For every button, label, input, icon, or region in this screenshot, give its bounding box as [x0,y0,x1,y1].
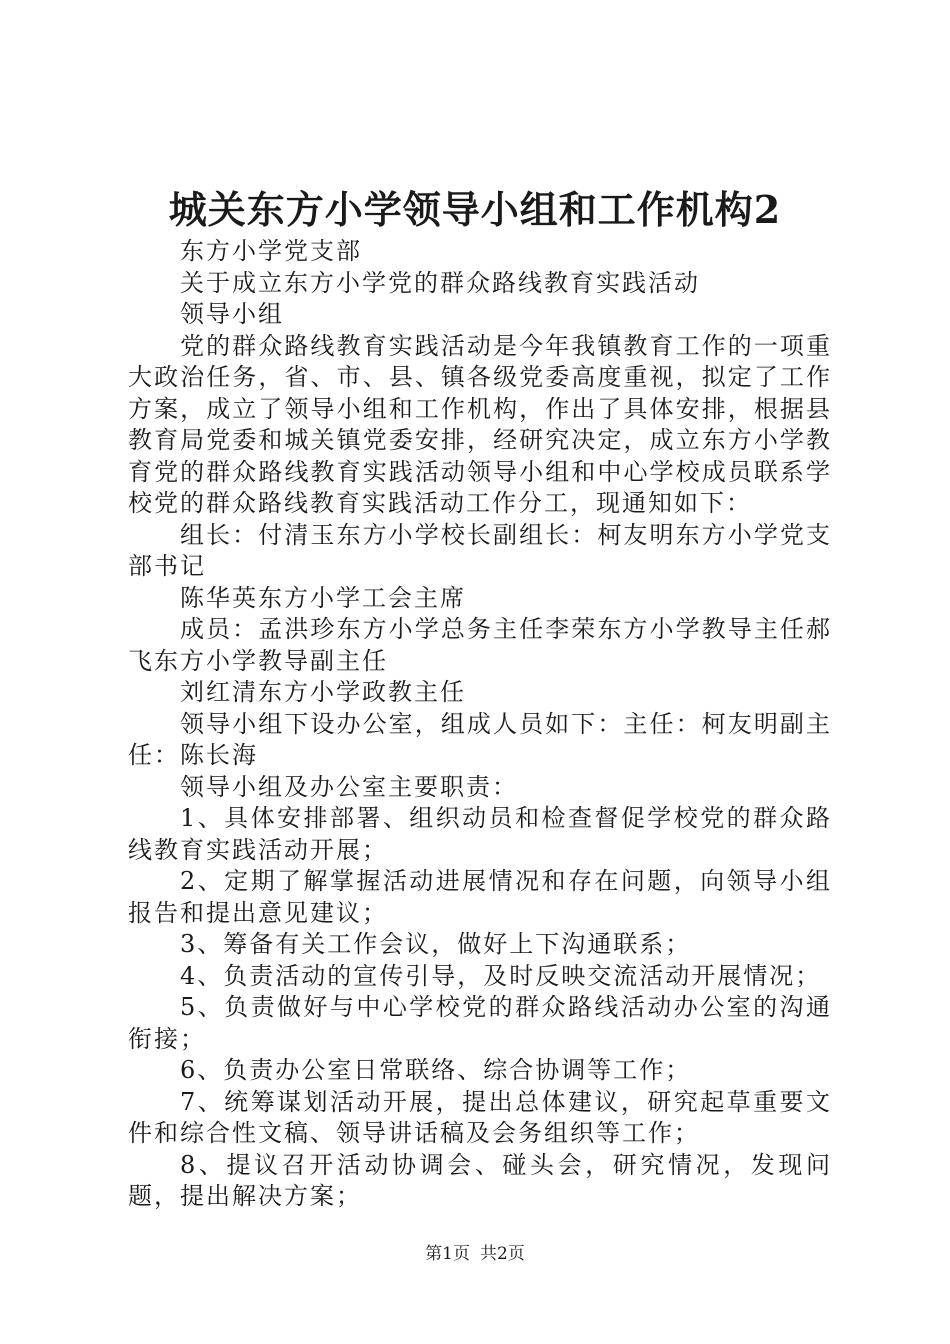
body-paragraph: 3、筹备有关工作会议，做好上下沟通联系； [180,930,692,958]
body-paragraph: 领导小组下设办公室，组成人员如下：主任：柯友明副主任：陈长海 [128,709,832,769]
body-paragraph: 领导小组及办公室主要职责： [180,772,518,801]
body-paragraph: 8、提议召开活动协调会、碰头会，研究情况，发现问题，提出解决方案； [128,1150,832,1210]
body-paragraph: 领导小组 [180,300,284,328]
document-body [128,236,832,1213]
body-paragraph: 刘红清东方小学政教主任 [180,678,466,706]
body-paragraph: 成员：孟洪珍东方小学总务主任李荣东方小学教导主任郝飞东方小学教导副主任 [128,615,832,675]
body-paragraph: 关于成立东方小学党的群众路线教育实践活动 [180,268,700,297]
page-total: 共2页 [480,1244,525,1264]
document-title: 城关东方小学领导小组和工作机构2 [168,187,782,232]
body-paragraph: 党的群众路线教育实践活动是今年我镇教育工作的一项重大政治任务，省、市、县、镇各级党委高度重视，拟定了工作方案，成立了领导小组和工作机构，作出了具体安排，根据县教育局党委和城关镇党委安排，经研究决定，成立东方小学教育党的群众路线教育实践活动领导小组和中心学校成员联系学校党的群众路线教育实践活动工作分工，现通知如下： [128,331,832,517]
body-paragraph: 6、负责办公室日常联络、综合协调等工作； [180,1056,692,1084]
page-footer [0,1243,950,1265]
body-paragraph: 1、具体安排部署、组织动员和检查督促学校党的群众路线教育实践活动开展； [128,804,832,864]
body-paragraph: 5、负责做好与中心学校党的群众路线活动办公室的沟通衔接； [128,993,832,1053]
body-paragraph: 组长：付清玉东方小学校长副组长：柯友明东方小学党支部书记 [128,520,832,580]
page-number: 第1页 [425,1244,470,1264]
body-paragraph: 4、负责活动的宣传引导，及时反映交流活动开展情况； [180,961,822,990]
body-paragraph: 陈华英东方小学工会主席 [180,583,466,612]
body-paragraph: 7、统筹谋划活动开展，提出总体建议，研究起草重要文件和综合性文稿、领导讲话稿及会务组织等工作； [128,1087,832,1147]
body-paragraph: 2、定期了解掌握活动进展情况和存在问题，向领导小组报告和提出意见建议； [128,867,832,927]
body-paragraph: 东方小学党支部 [180,237,362,265]
